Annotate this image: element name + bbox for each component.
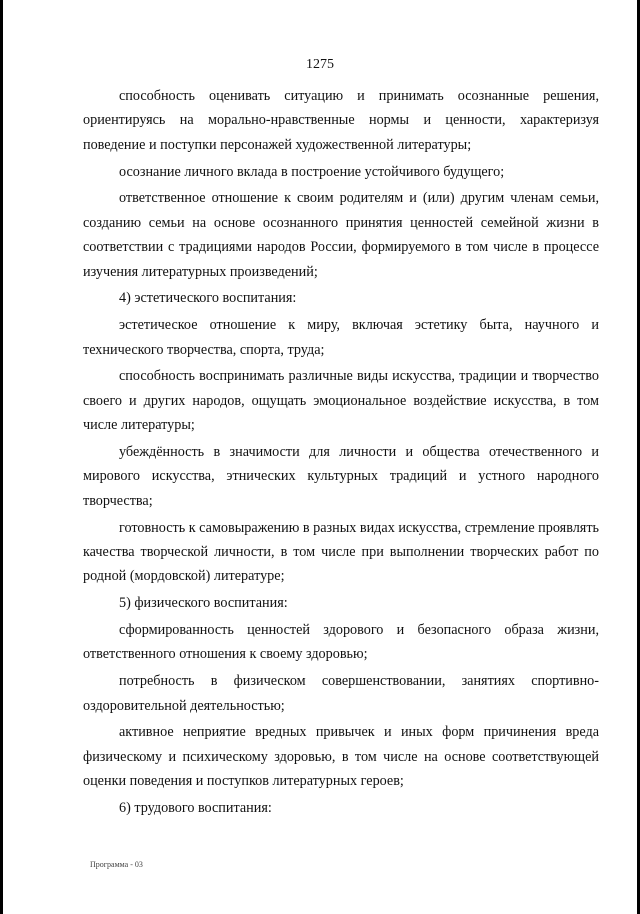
section-heading: 6) трудового воспитания:	[119, 800, 272, 817]
paragraph: ответственное отношение к своим родителям и (или) другим членам семьи, созданию семьи на основе осознанного принятия ценностей семейной жизни в соответствии с традициями народов России, формируемого в том числе в процессе изучения литературных произведений;	[83, 190, 599, 280]
paragraph: эстетическое отношение к миру, включая эстетику быта, научного и технического творчества, спорта, труда;	[83, 317, 599, 358]
paragraph: способность воспринимать различные виды искусства, традиции и творчество своего и других народов, ощущать эмоциональное воздействие искусства, в том числе литературы;	[83, 368, 599, 434]
paragraph: убеждённость в значимости для личности и общества отечественного и мирового искусства, этнических культурных традиций и устного народного творчества;	[83, 444, 599, 509]
footer-label: Программа - 03	[90, 860, 143, 869]
section-heading: 5) физического воспитания:	[119, 595, 288, 612]
body-text	[83, 84, 599, 823]
paragraph: осознание личного вклада в построение устойчивого будущего;	[119, 163, 505, 180]
page-number: 1275	[306, 57, 334, 72]
paragraph: способность оценивать ситуацию и принимать осознанные решения, ориентируясь на морально-нравственные нормы и ценности, характеризуя поведение и поступки персонажей художественной литературы;	[83, 88, 599, 153]
section-heading: 4) эстетического воспитания:	[119, 290, 297, 307]
paragraph: готовность к самовыражению в разных видах искусства, стремление проявлять качества творческой личности, в том числе при выполнении творческих работ по родной (мордовской) литературе;	[83, 519, 599, 585]
paragraph: сформированность ценностей здорового и безопасного образа жизни, ответственного отношения к своему здоровью;	[83, 622, 599, 663]
paragraph: потребность в физическом совершенствовании, занятиях спортивно-оздоровительной деятельностью;	[83, 673, 599, 714]
paragraph: активное неприятие вредных привычек и иных форм причинения вреда физическому и психическому здоровью, в том числе на основе соответствующей оценки поведения и поступков литературных героев;	[83, 724, 599, 790]
